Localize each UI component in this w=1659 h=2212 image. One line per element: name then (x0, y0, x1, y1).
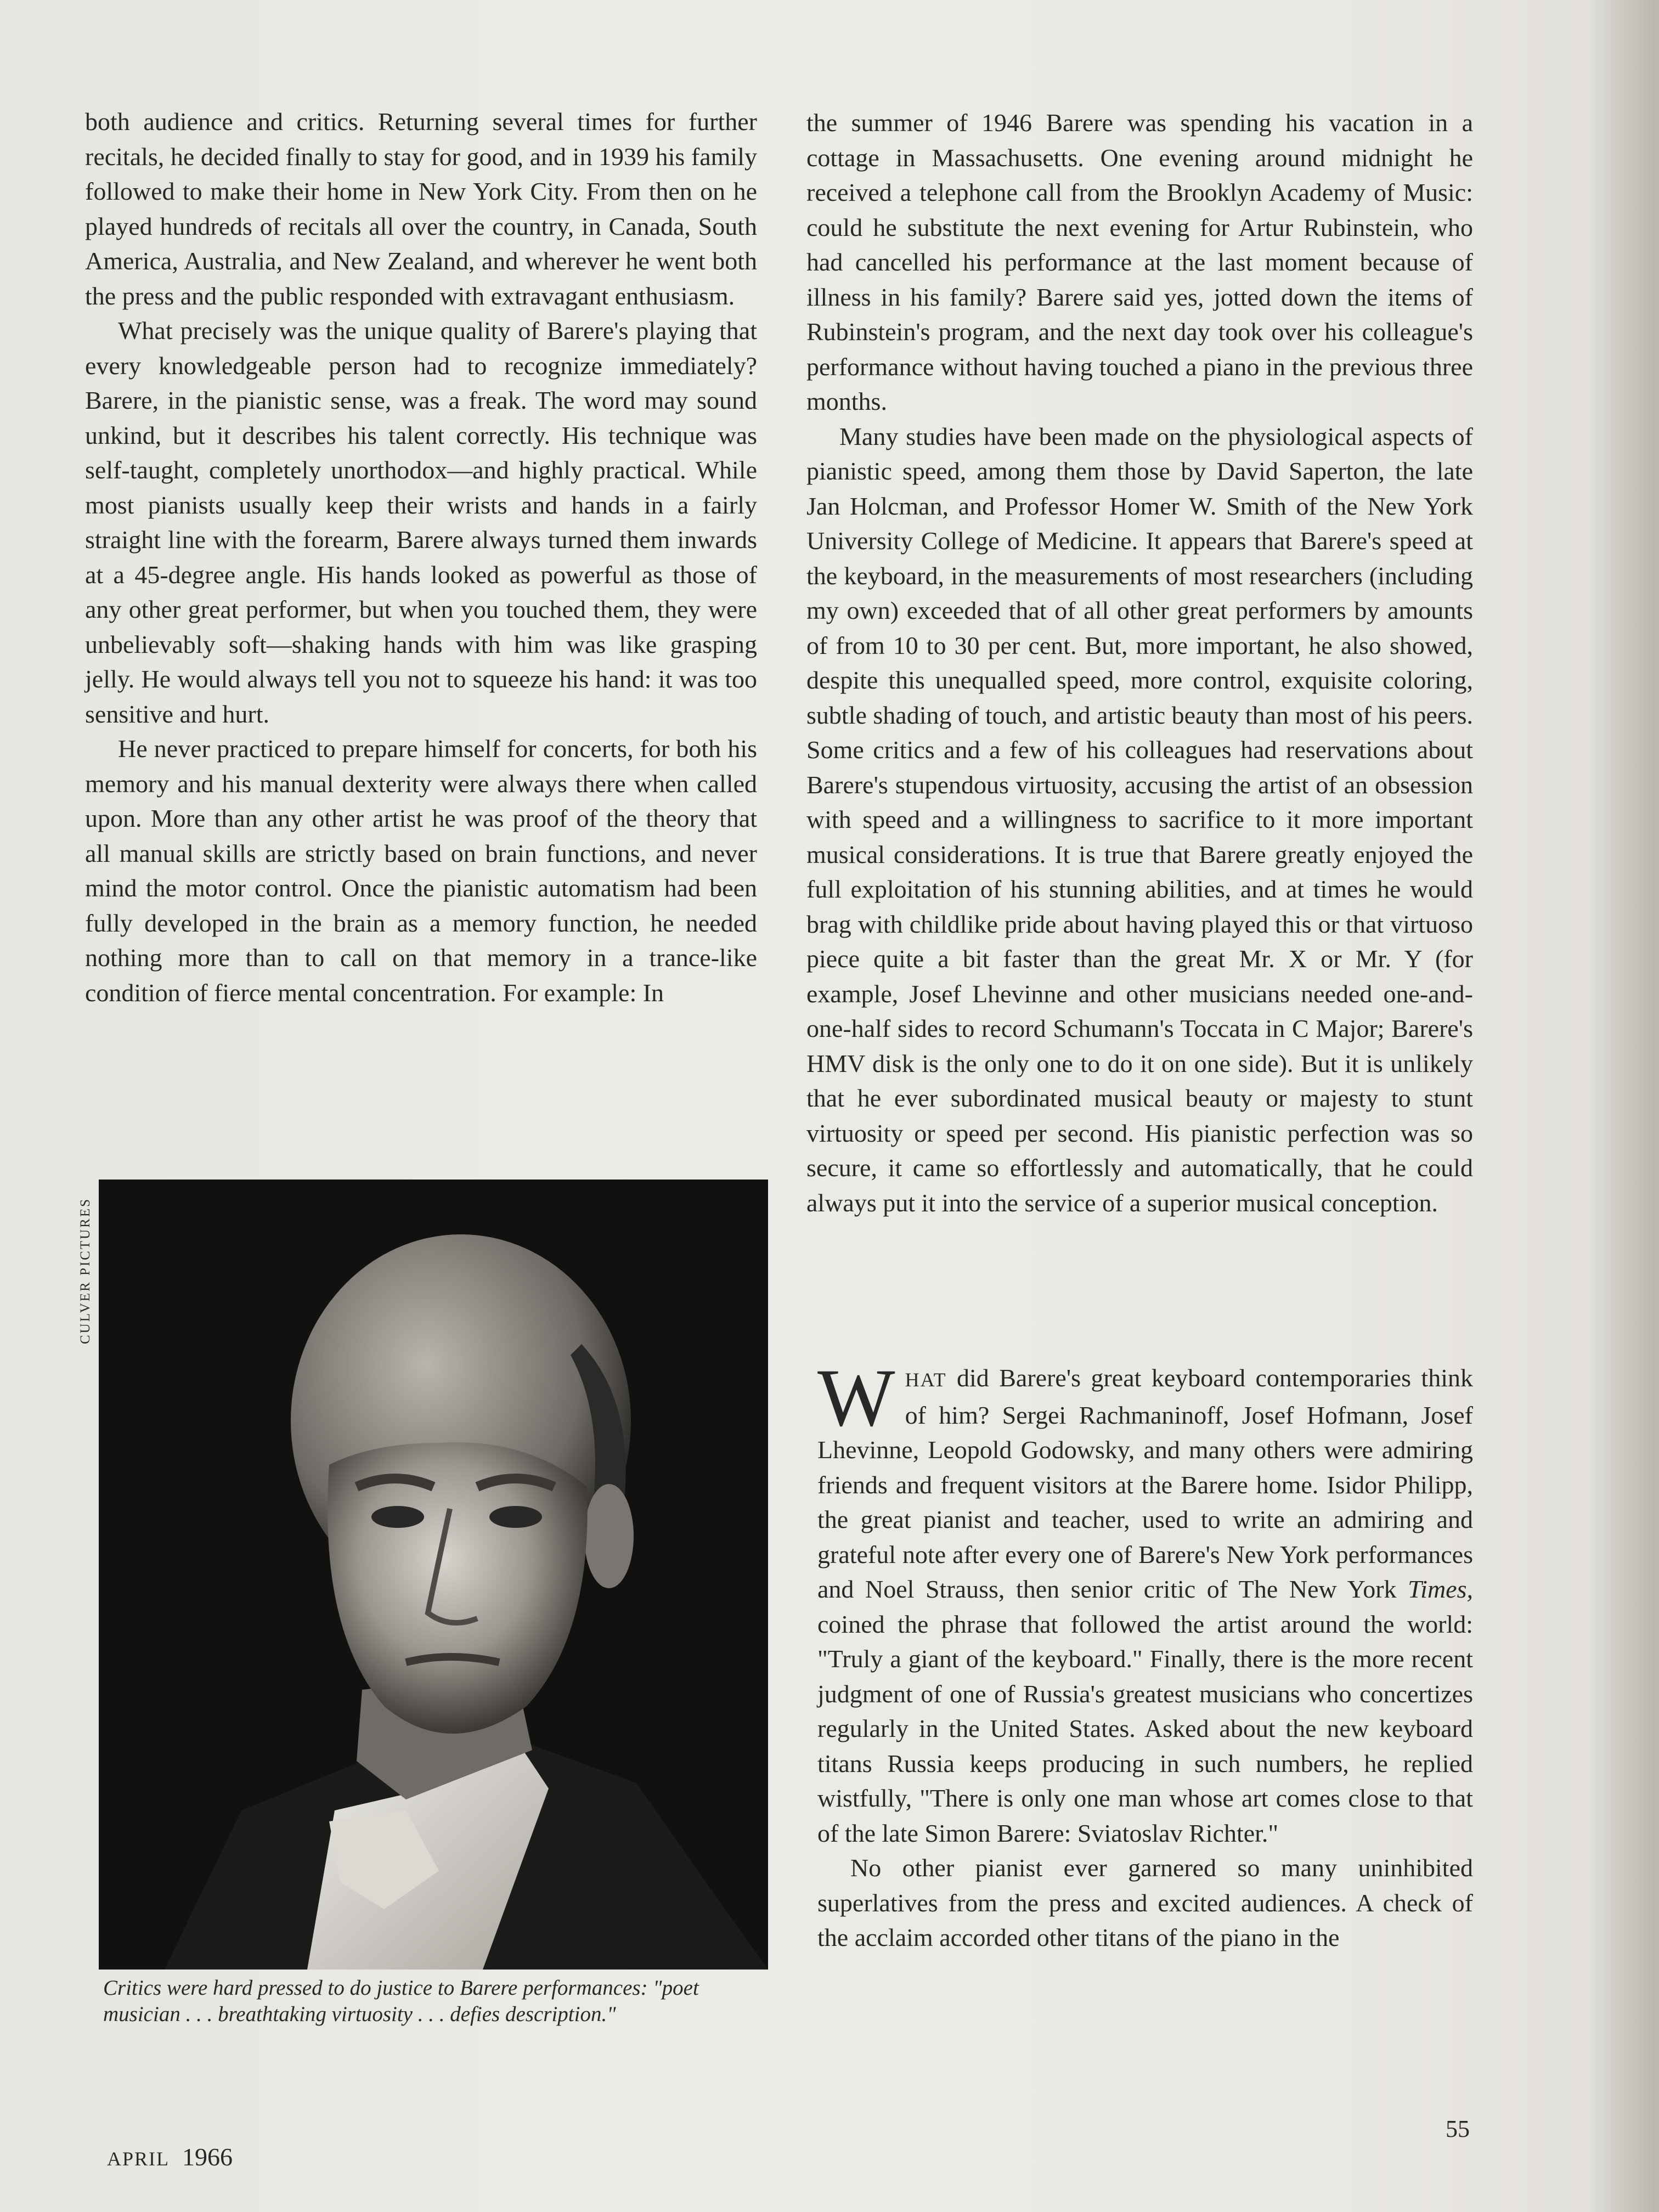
section-two-text: did Barere's great keyboard contemporaries think of him? Sergei Rachmaninoff, Josef Hofmann, Josef Lhevinne, Leopold Godowsky, and many others were admiring friends and frequent visitors at the Barere home. Isidor Philipp, the great pianist and teacher, used to write an admiring and grateful note after every one of Barere's New York performances and Noel Strauss, then senior critic of The New York (817, 1364, 1473, 1603)
photo-credit (61, 1180, 94, 1344)
issue-date (107, 2142, 233, 2171)
drop-cap: W (817, 1352, 895, 1443)
right-paragraph-1: the summer of 1946 Barere was spending his vacation in a cottage in Massachusetts. One evening around midnight he received a telephone call from the Brooklyn Academy of Music: could he substitute the next evening for Artur Rubinstein, who had cancelled his performance at the last moment because of illness in his family? Barere said yes, jotted down the items of Rubinstein's program, and the next day took over his colleague's performance without having touched a piano in the previous three months. (806, 109, 1473, 415)
photo-caption: Critics were hard pressed to do justice to Barere performances: "poet musician . . . breathtaking virtuosity . . . defies description." (103, 1976, 699, 2026)
section-two-paragraph-2: No other pianist ever garnered so many uninhibited superlatives from the press and excited audiences. A check of the acclaim accorded other titans of the piano in the (817, 1854, 1473, 1951)
section-two-paragraph-1 (817, 1352, 1473, 1850)
right-text-column (806, 105, 1473, 1220)
page-edge-shadow (1591, 0, 1659, 2212)
issue-month: APRIL (107, 2148, 170, 2170)
section-two-text-end: coined the phrase that followed the artist around the world: "Truly a giant of the keyboard." Finally, there is the more recent judgment of one of Russia's greatest musicians who concertizes regularly in the United States. Asked about the new keyboard titans Russia keeps producing in such numbers, he replied wistfully, "There is only one man whose art comes close to that of the late Simon Barere: Sviatoslav Richter." (817, 1610, 1473, 1847)
times-italic: Times, (1408, 1575, 1473, 1603)
issue-year: 1966 (182, 2143, 233, 2171)
page-number: 55 (1446, 2115, 1470, 2142)
section-two-smallcaps: HAT (905, 1369, 947, 1391)
left-paragraph-1: both audience and critics. Returning several times for further recitals, he decided finally to stay for good, and in 1939 his family followed to make their home in New York City. From then on he played hundreds of recitals all over the country, in Canada, South America, Australia, and New Zealand, and wherever he went both the press and the public responded with extravagant enthusiasm. (85, 108, 757, 310)
right-section-two (817, 1352, 1473, 1955)
left-text-column (85, 104, 757, 1010)
right-paragraph-2: Many studies have been made on the physiological aspects of pianistic speed, among them those by David Saperton, the late Jan Holcman, and Professor Homer W. Smith of the New York University College of Medicine. It appears that Barere's speed at the keyboard, in the measurements of most researchers (including my own) exceeded that of all other great performers by amounts of from 10 to 30 per cent. But, more important, he also showed, despite this unequalled speed, more control, exquisite coloring, subtle shading of touch, and artistic beauty than most of his peers. Some critics and a few of his colleagues had reservations about Barere's stupendous virtuosity, accusing the artist of an obsession with speed and a willingness to sacrifice to it more important musical considerations. It is true that Barere greatly enjoyed the full exploitation of his stunning abilities, and at times he would brag with childlike pride about having played this or that virtuoso piece quite a bit faster than the great Mr. X or Mr. Y (for example, Josef Lhevinne and other musicians needed one-and-one-half sides to record Schumann's Toccata in C Major; Barere's HMV disk is the only one to do it on one side). But it is unlikely that he ever subordinated musical beauty or majesty to stunt virtuosity or speed per second. His pianistic perfection was so secure, it came so effortlessly and automatically, that he could always put it into the service of a superior musical conception. (806, 422, 1473, 1217)
left-paragraph-2: What precisely was the unique quality of Barere's playing that every knowledgeable person had to recognize immediately? Barere, in the pianistic sense, was a freak. The word may sound unkind, but it describes his talent correctly. His technique was self-taught, completely unorthodox—and highly practical. While most pianists usually keep their wrists and hands in a fairly straight line with the forearm, Barere always turned them inwards at a 45-degree angle. His hands looked as powerful as those of any other great performer, but when you touched them, they were unbelievably soft—shaking hands with him was like grasping jelly. He would always tell you not to squeeze his hand: it was too sensitive and hurt. (85, 317, 757, 728)
portrait-image (99, 1180, 768, 1970)
left-paragraph-3: He never practiced to prepare himself for concerts, for both his memory and his manual dexterity were always there when called upon. More than any other artist he was proof of the theory that all manual skills are strictly based on brain functions, and never mind the motor control. Once the pianistic automatism had been fully developed in the brain as a memory function, he needed nothing more than to call on that memory in a trance-like condition of fierce mental concentration. For example: In (85, 735, 757, 1007)
photo-credit-text: CULVER PICTURES (78, 1197, 93, 1344)
portrait-photo (99, 1180, 768, 1970)
